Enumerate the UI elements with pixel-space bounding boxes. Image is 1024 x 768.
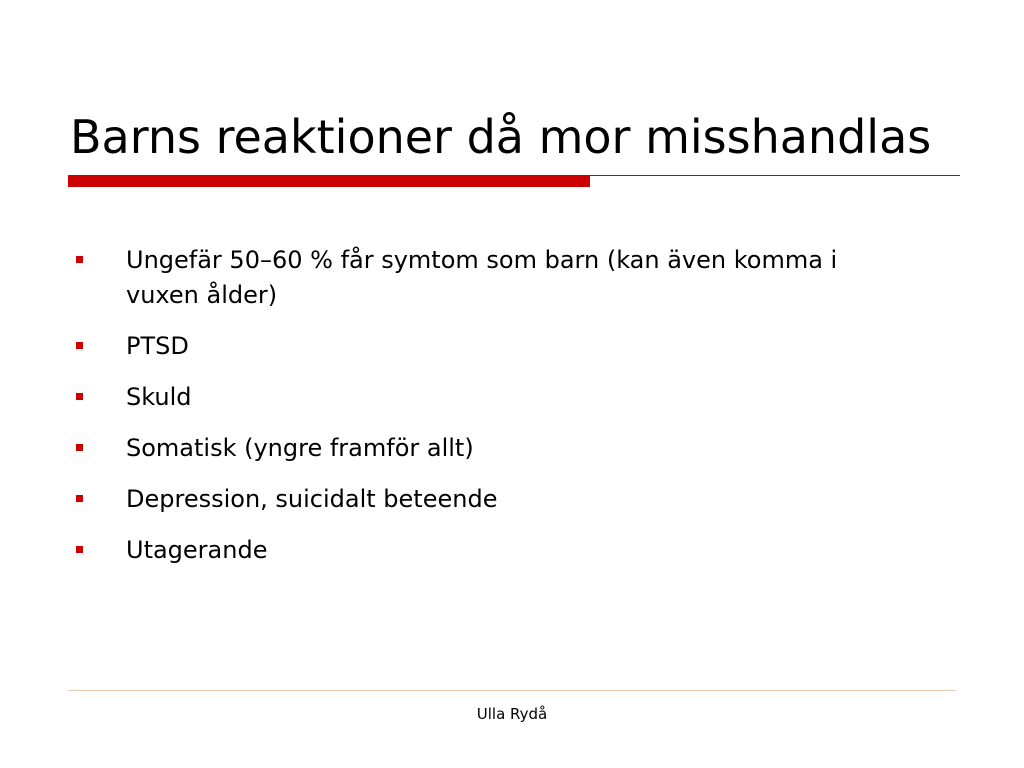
bullet-text: Utagerande <box>126 536 268 564</box>
footer-author: Ulla Rydå <box>476 705 548 723</box>
list-item <box>70 482 890 517</box>
list-item <box>70 380 890 415</box>
square-bullet-icon <box>76 495 83 502</box>
list-item <box>70 431 890 466</box>
footer-divider <box>68 690 956 691</box>
square-bullet-icon <box>76 546 83 553</box>
list-item <box>70 329 890 364</box>
title-underline-thick <box>68 175 590 187</box>
square-bullet-icon <box>76 444 83 451</box>
square-bullet-icon <box>76 393 83 400</box>
list-item <box>70 243 890 313</box>
title-underline-thin <box>590 175 960 176</box>
bullet-text: Skuld <box>126 383 192 411</box>
bullet-text: Ungefär 50–60 % får symtom som barn (kan även komma i vuxen ålder) <box>126 246 838 309</box>
bullet-text: Depression, suicidalt beteende <box>126 485 498 513</box>
bullet-list <box>70 243 890 584</box>
square-bullet-icon <box>76 256 83 263</box>
bullet-text: PTSD <box>126 332 189 360</box>
bullet-text: Somatisk (yngre framför allt) <box>126 434 474 462</box>
list-item <box>70 533 890 568</box>
slide-title: Barns reaktioner då mor misshandlas <box>70 110 932 164</box>
square-bullet-icon <box>76 342 83 349</box>
